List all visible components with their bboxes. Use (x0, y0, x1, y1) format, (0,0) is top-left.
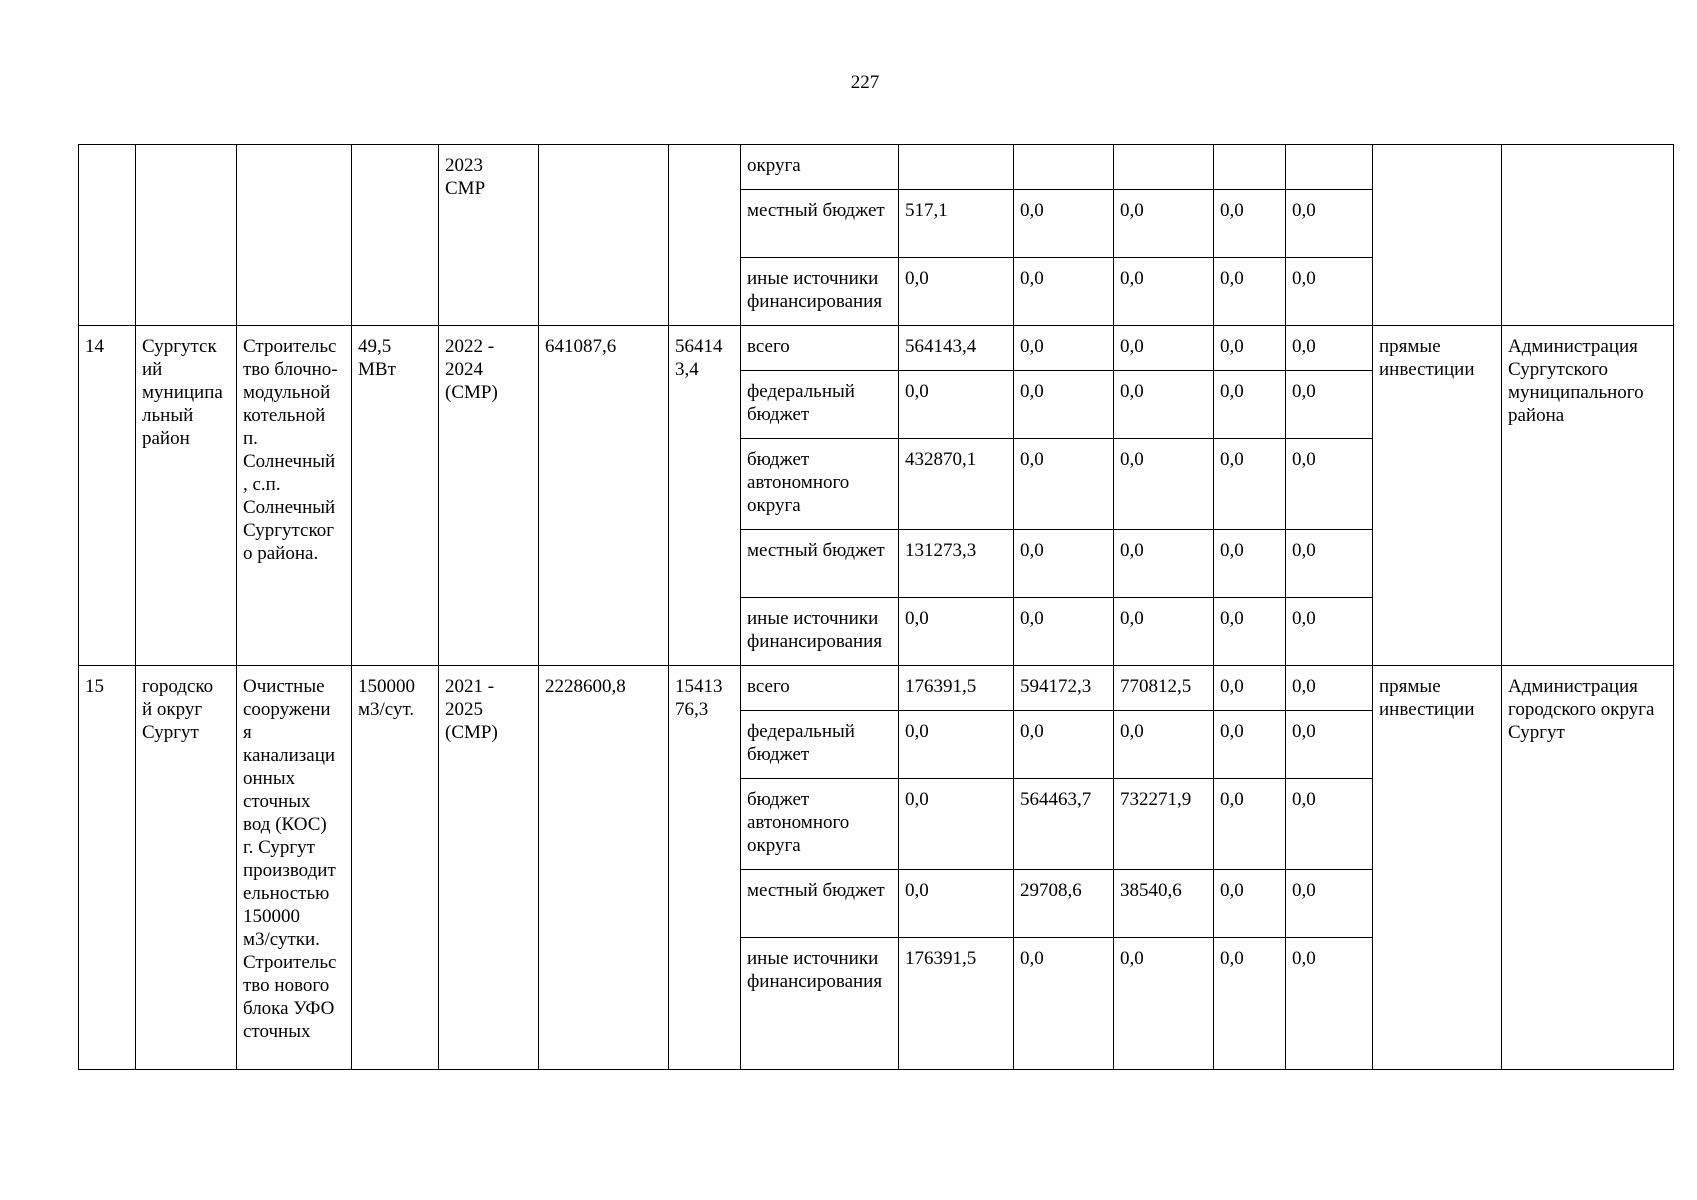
funding-value: 0,0 (1014, 530, 1114, 598)
funding-value: 0,0 (1114, 258, 1214, 326)
funding-value: 0,0 (1014, 326, 1114, 371)
funding-value: 564143,4 (899, 326, 1014, 371)
remaining-cost-cell (669, 145, 741, 326)
funding-value: 0,0 (1286, 190, 1373, 258)
funding-value: 0,0 (1014, 371, 1114, 439)
funding-value: 0,0 (899, 598, 1014, 666)
cost-cell (539, 145, 669, 326)
funding-source-label: иные источники финансирования (741, 258, 899, 326)
period-cell: 2021 - 2025 (СМР) (439, 666, 539, 1070)
funding-value: 0,0 (1014, 190, 1114, 258)
funding-source-label: иные источники финансирования (741, 598, 899, 666)
capacity-cell (352, 145, 439, 326)
territory-cell (136, 145, 237, 326)
funding-value: 0,0 (899, 258, 1014, 326)
funding-value (1286, 145, 1373, 190)
funding-value: 0,0 (1114, 711, 1214, 779)
funding-source-label: бюджет автономного округа (741, 779, 899, 870)
funding-value: 0,0 (1114, 190, 1214, 258)
funding-source-label: округа (741, 145, 899, 190)
funding-value: 0,0 (1286, 598, 1373, 666)
project-number-cell: 14 (79, 326, 136, 666)
funding-value: 732271,9 (1114, 779, 1214, 870)
funding-source-label: местный бюджет (741, 190, 899, 258)
funding-value: 0,0 (1214, 598, 1286, 666)
executor-cell (1502, 145, 1674, 326)
funding-value: 0,0 (1214, 326, 1286, 371)
page-number: 227 (850, 72, 880, 93)
executor-cell: Администрация Сургутского муниципального района (1502, 326, 1674, 666)
funding-source-label: бюджет автономного округа (741, 439, 899, 530)
capacity-cell: 150000 м3/сут. (352, 666, 439, 1070)
table-row (79, 326, 1674, 371)
period-cell: 2023 СМР (439, 145, 539, 326)
funding-source-label: федеральный бюджет (741, 711, 899, 779)
funding-value: 0,0 (1014, 439, 1114, 530)
funding-value: 0,0 (899, 870, 1014, 938)
funding-value: 0,0 (1114, 938, 1214, 1070)
funding-value: 564463,7 (1014, 779, 1114, 870)
funding-value: 0,0 (1214, 439, 1286, 530)
funding-source-label: федеральный бюджет (741, 371, 899, 439)
remaining-cost-cell: 15413 76,3 (669, 666, 741, 1070)
funding-value: 0,0 (1286, 779, 1373, 870)
funding-value: 0,0 (1214, 258, 1286, 326)
funding-value: 0,0 (1286, 371, 1373, 439)
territory-cell: городско й округ Сургут (136, 666, 237, 1070)
funding-value (1114, 145, 1214, 190)
remaining-cost-cell: 56414 3,4 (669, 326, 741, 666)
funding-value: 0,0 (899, 779, 1014, 870)
funding-value: 176391,5 (899, 666, 1014, 711)
funding-value: 0,0 (1286, 258, 1373, 326)
funding-value: 0,0 (1114, 371, 1214, 439)
funding-source-label: всего (741, 326, 899, 371)
funding-value: 38540,6 (1114, 870, 1214, 938)
funding-value: 0,0 (1214, 870, 1286, 938)
funding-value: 0,0 (1214, 938, 1286, 1070)
funding-value: 29708,6 (1014, 870, 1114, 938)
funding-value (1014, 145, 1114, 190)
funding-value: 0,0 (1014, 938, 1114, 1070)
funding-source-label: всего (741, 666, 899, 711)
funding-value: 131273,3 (899, 530, 1014, 598)
object-cell: Очистные сооружени я канализаци онных сточных вод (КОС) г. Сургут производит ельностью 150000 м3/сутки. Строительс тво нового блока УФО сточных (237, 666, 352, 1070)
funding-value: 517,1 (899, 190, 1014, 258)
funding-value: 0,0 (1286, 870, 1373, 938)
cost-cell: 641087,6 (539, 326, 669, 666)
funding-value: 0,0 (1214, 666, 1286, 711)
funding-value: 594172,3 (1014, 666, 1114, 711)
mechanism-cell (1373, 145, 1502, 326)
funding-value: 0,0 (1286, 666, 1373, 711)
funding-value: 0,0 (1214, 711, 1286, 779)
funding-value: 0,0 (1114, 439, 1214, 530)
funding-source-label: местный бюджет (741, 870, 899, 938)
funding-value: 0,0 (899, 711, 1014, 779)
funding-value: 0,0 (1214, 530, 1286, 598)
mechanism-cell: прямые инвестиции (1373, 666, 1502, 1070)
funding-value: 0,0 (1114, 530, 1214, 598)
funding-value: 0,0 (1286, 938, 1373, 1070)
funding-value (899, 145, 1014, 190)
executor-cell: Администрация городского округа Сургут (1502, 666, 1674, 1070)
funding-value: 0,0 (1014, 711, 1114, 779)
project-number-cell: 15 (79, 666, 136, 1070)
funding-value: 0,0 (1286, 326, 1373, 371)
period-cell: 2022 - 2024 (СМР) (439, 326, 539, 666)
funding-value: 0,0 (1214, 371, 1286, 439)
object-cell (237, 145, 352, 326)
funding-value: 176391,5 (899, 938, 1014, 1070)
project-number-cell (79, 145, 136, 326)
funding-value: 0,0 (1286, 711, 1373, 779)
funding-value: 432870,1 (899, 439, 1014, 530)
funding-value: 0,0 (1286, 439, 1373, 530)
funding-source-label: иные источники финансирования (741, 938, 899, 1070)
object-cell: Строительс тво блочно- модульной котельной п. Солнечный , с.п. Солнечный Сургутског о района. (237, 326, 352, 666)
funding-value: 0,0 (1214, 779, 1286, 870)
funding-value: 0,0 (1286, 530, 1373, 598)
funding-value: 0,0 (899, 371, 1014, 439)
table-row (79, 145, 1674, 190)
funding-value: 0,0 (1014, 598, 1114, 666)
mechanism-cell: прямые инвестиции (1373, 326, 1502, 666)
investment-projects-table (78, 144, 1674, 1070)
funding-value: 770812,5 (1114, 666, 1214, 711)
funding-value: 0,0 (1114, 326, 1214, 371)
funding-value: 0,0 (1114, 598, 1214, 666)
funding-source-label: местный бюджет (741, 530, 899, 598)
table-row (79, 666, 1674, 711)
funding-value: 0,0 (1014, 258, 1114, 326)
cost-cell: 2228600,8 (539, 666, 669, 1070)
funding-value (1214, 145, 1286, 190)
capacity-cell: 49,5 МВт (352, 326, 439, 666)
territory-cell: Сургутск ий муниципа льный район (136, 326, 237, 666)
funding-value: 0,0 (1214, 190, 1286, 258)
